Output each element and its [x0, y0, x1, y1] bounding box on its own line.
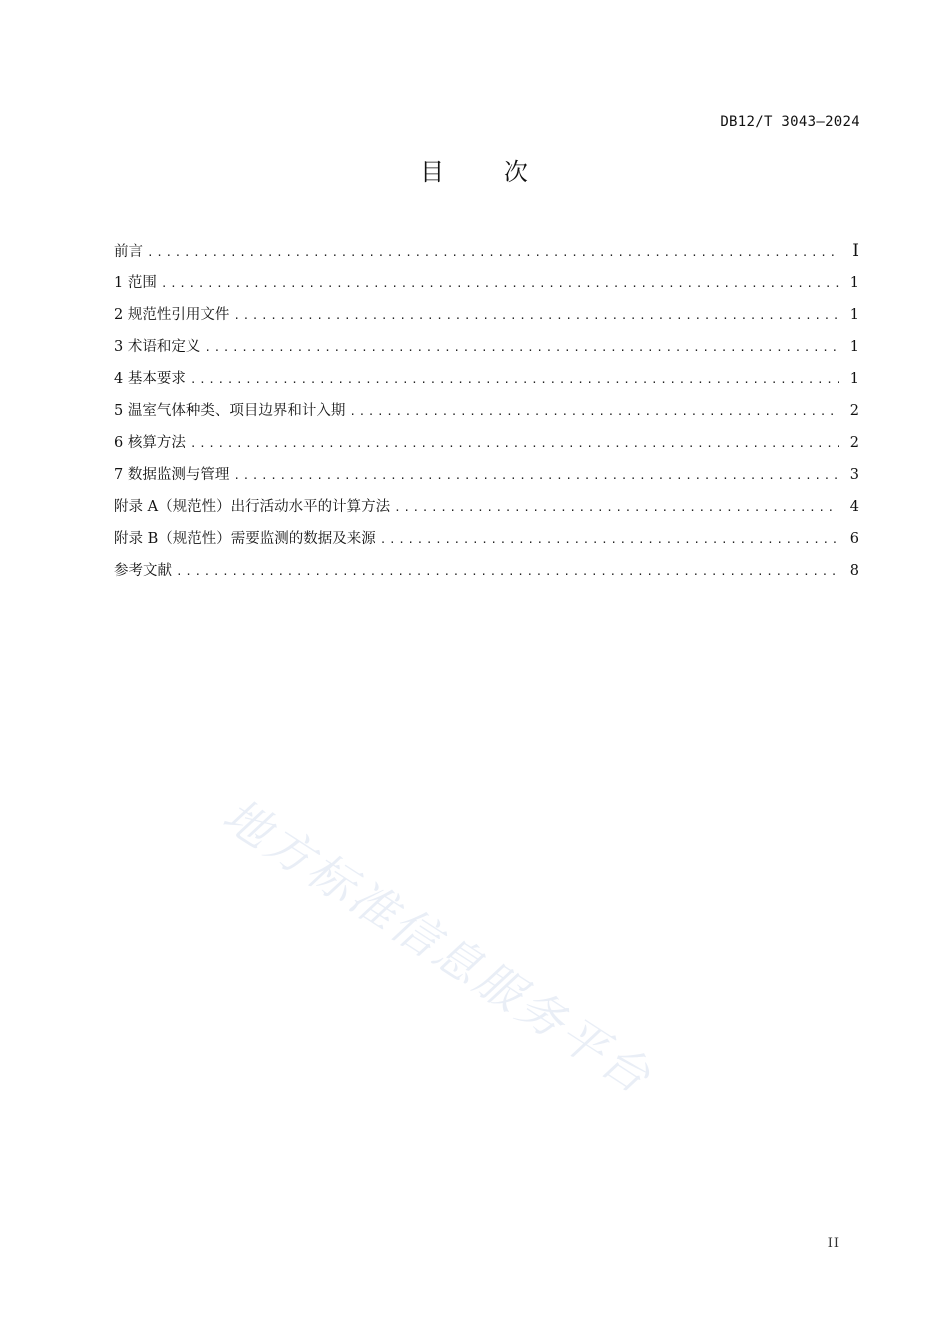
toc-entry-page: 1: [849, 339, 859, 355]
toc-entry-page: Ⅰ: [852, 241, 859, 261]
toc-entry-label: 附录 A（规范性）出行活动水平的计算方法: [114, 499, 391, 515]
toc-entry-page: 8: [849, 563, 859, 579]
toc-leader-dots: [190, 369, 839, 391]
toc-entry-label: 7 数据监测与管理: [114, 467, 230, 483]
toc-entry-label: 前言: [114, 244, 143, 260]
toc-entry-page: 2: [849, 435, 859, 451]
toc-entry-label: 6 核算方法: [114, 435, 186, 451]
toc-leader-dots: [349, 401, 839, 423]
toc-entry-page: 1: [849, 371, 859, 387]
document-code: DB12/T 3043—2024: [720, 114, 860, 130]
toc-entry-page: 1: [849, 307, 859, 323]
toc-entry-foreword[interactable]: [114, 240, 859, 272]
toc-entry-basic-requirements[interactable]: [114, 368, 859, 400]
toc-entry-label: 4 基本要求: [114, 371, 186, 387]
toc-entry-label: 附录 B（规范性）需要监测的数据及来源: [114, 531, 376, 547]
toc-entry-terms-definitions[interactable]: [114, 336, 859, 368]
toc-entry-label: 2 规范性引用文件: [114, 307, 230, 323]
toc-entry-page: 6: [849, 531, 859, 547]
toc-entry-page: 1: [849, 275, 859, 291]
toc-entry-appendix-b[interactable]: [114, 528, 859, 560]
toc-entry-normative-references[interactable]: [114, 304, 859, 336]
toc-entry-label: 1 范围: [114, 275, 157, 291]
toc-entry-page: 2: [849, 403, 859, 419]
toc-leader-dots: [176, 561, 839, 583]
table-of-contents: [114, 240, 859, 592]
toc-leader-dots: [380, 529, 839, 551]
toc-entry-label: 5 温室气体种类、项目边界和计入期: [114, 403, 346, 419]
toc-entry-page: 4: [849, 499, 859, 515]
toc-title-char-2: 次: [503, 158, 530, 186]
page-number: II: [827, 1236, 840, 1251]
toc-leader-dots: [394, 497, 839, 519]
toc-leader-dots: [204, 337, 839, 359]
toc-title: [0, 152, 950, 187]
toc-entry-bibliography[interactable]: [114, 560, 859, 592]
toc-entry-appendix-a[interactable]: [114, 496, 859, 528]
toc-leader-dots: [233, 465, 839, 487]
toc-title-char-1: 目: [420, 158, 447, 186]
toc-entry-page: 3: [849, 467, 859, 483]
toc-entry-data-monitoring[interactable]: [114, 464, 859, 496]
toc-entry-accounting-method[interactable]: [114, 432, 859, 464]
toc-entry-scope[interactable]: [114, 272, 859, 304]
toc-entry-label: 3 术语和定义: [114, 339, 201, 355]
toc-leader-dots: [147, 242, 835, 264]
toc-leader-dots: [190, 433, 839, 455]
toc-entry-label: 参考文献: [114, 563, 172, 579]
toc-entry-ghg-boundary[interactable]: [114, 400, 859, 432]
watermark: 地方标准信息服务平台: [213, 787, 663, 1106]
toc-leader-dots: [233, 305, 839, 327]
toc-leader-dots: [161, 273, 839, 295]
